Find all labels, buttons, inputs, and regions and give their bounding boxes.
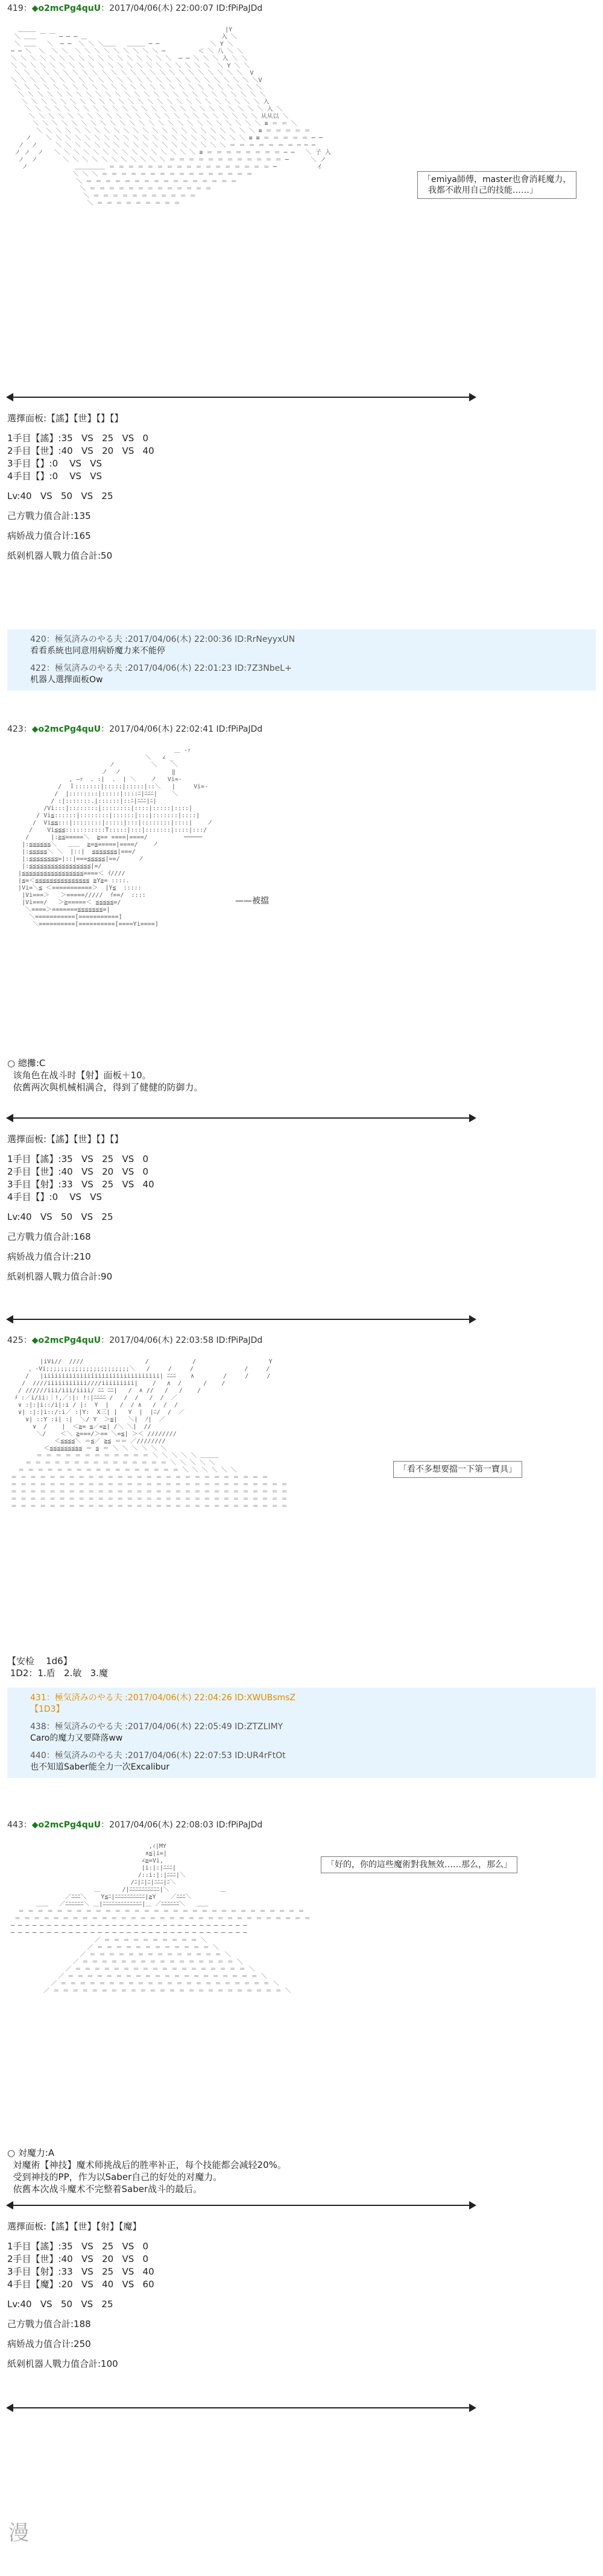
select-panel: 選擇面板:【謠】【世】【】【】 xyxy=(7,1134,124,1145)
extra-total: 紙剁机器人戰力值合計:100 xyxy=(7,2358,118,2369)
extra-total: 紙剁机器人戰力值合計:50 xyxy=(7,550,113,561)
our-total: 己方戰力值合計:168 xyxy=(7,1231,91,1242)
reply-item: 438：極気済みのやる夫 :2017/04/06(木) 22:05:49 ID:ZTZLIMY Caro的魔力又要降落ww xyxy=(30,1722,283,1743)
watermark-logo: 漫 xyxy=(8,2521,29,2545)
speech-bubble: 「看不多想要擋一下第一寶具」 xyxy=(393,1461,522,1478)
section-divider xyxy=(7,2205,475,2206)
post-425 xyxy=(7,1334,596,1653)
round-row: 4手目【】:0 VS VS xyxy=(7,471,103,482)
post-header: 425：◆o2mcPg4quU：2017/04/06(木) 22:03:58 ID:fPiPaJDd xyxy=(7,1336,263,1345)
skill-note: ○ 対魔力:A 対魔術【神技】魔术师挑战后的胜率补正，每个技能都会减轻20%。 受到神技的PP，作为以Saber自己的好处的对魔力。 依舊本次战斗魔术不完整着Saber战斗的最后。 xyxy=(7,2147,286,2194)
post-419 xyxy=(7,2,596,393)
enemy-total: 病娇战力值合计:250 xyxy=(7,2339,91,2349)
round-row: 4手目【】:0 VS VS xyxy=(7,1192,103,1202)
post-header: 423：◆o2mcPg4quU：2017/04/06(木) 22:02:41 ID:fPiPaJDd xyxy=(7,724,263,734)
round-row: 1手目【謠】:35 VS 25 VS 0 xyxy=(7,433,149,444)
round-row: 2手目【世】:40 VS 20 VS 0 xyxy=(7,1166,149,1177)
reply-item: 422：極気済みのやる夫 :2017/04/06(木) 22:01:23 ID:7Z3NbeL+ 机器人選擇面板Ow xyxy=(30,664,292,685)
round-row: 1手目【謠】:35 VS 25 VS 0 xyxy=(7,2241,149,2252)
post-443 xyxy=(7,1819,596,2143)
post-423 xyxy=(7,723,596,1054)
ascii-art: ＿＿＿ |Y ＼ ＿＿ ￣ ￣ ─ ─ ─ ＿ 入 ＼ ＼ ＿＿ ＼ ─ ─ ＼ ＼ ＼＿＿ ＿＿＿ ─ ─ ＼ Y ＼ ─ ─ ＼ ＼ ＼ ＼ ＼ ＼ ＼ ＼ ＼ ＼ ＼ ＼ ＼ ─ ＜ ＼ 八 ＼ ＼ ＼ ＼ ＼ ＼ ＼ ＼ ＼ ＼ ＼ ＼ ＼ ＼ ＼ ＼ ＼ ＼ ＼ ─ ─ ＼ ＼ ＼ 入 ＼ ＼ ＼ ＼ ＼ ＼ ＼ ＼ ＼ ＼ ＼ ＼ ＼ ＼ ＼ ＼ ＼ ＼ ＼ ＼ ＼ ＼ ＼ ＼ Y ＼ ＼ ＼ ＼ ＼ ＼ ＼ ＼ ＼ ＼ ＼ ＼ ＼ ＼ ＼ ＼ ＼ ＼ ＼ ＼ ＼ ＼ ＼ ＼ ＼ ＼ V ＼ ＼ ＼ ＼ ＼ ＼ ＼ ＼ ＼ ＼ ＼ ＼ ＼ ＼ ＼ ＼ ＼ ＼ ＼ ＼ ＼ ＼ ＼ ＼ ＼ ＼V ＼ ＼ ＼ ＼ ＼ ＼ ＼ ＼ ＼ ＼ ＼ ＼ ＼ ＼ ＼ ＼ ＼ ＼ ＼ ＼ ＼ ＼ ＼ ＼ ＼ ＼ ＼ ＼ ＼ ＼ ＼ ＼ ＼ ＼ ＼ ＼ ＼ ＼ ＼ ＼ ＼ ＼ ＼ ＼ ＼ ＼ ＼ ＼ ＼ ＼ ＼ ＼ ＼ ＼ ＼ ＼ ＼ ＼ ＼ ＼ ＼ ＼ ＼ ＼ ＼ ＼ ＼ ＼ ＼ ＼ ＼ ＼ ＼ ＼ ＼ ＼ ＼ 入 ＼ ＼ ＼ ＼ ＼ ＼ ＼ ＼ ＼ ＼ ＼ ＼ ＼ ＼ ＼ ＼ ＼ ＼ ＼ ＼ ＼ ＼ ＼ ＼ ＼ 入 ＼ ＼ ＼ ＼ ＼ ＼ ＼ ＼ ＼ ＼ ＼ ＼ ＼ ＼ ＼ ＼ ＼ ＼ ＼ ＼ ＼ ＼ ＼ ＼ ＼ 从从以 ＼ ＼ ＼ ＼ ＼ ＼ ＼ ＼ ＼ ＼ ＼ ＼ ＼ ＼ ＼ ＼ ＼ ＼ ＼ ＼ ＼ ＼ ＼ ＼ ＼ ≡ ＝ ＝ ＼ ＼ ＼ ＼ ＼ ＼ ＼ ＼ ＼ ＼ ＼ ＼ ＼ ＼ ＼ ＼ ＼ ＼ ＼ ＼ ＼ ＼ ＼ ＼ ≡ ＝ ＝ ＝ ＝ ＝ ノ ＼ ＼ ＼ ＼ ＼ ＼ ＼ ＼ ＼ ＼ ＼ ＼ ＼ ＼ ＼ ＼ ＼ ＼ ＼ ＼ ＼ ≡ ≡ ＝ ＝ ＝ ＝ ＝ ─ ─ ノ ノ ＼ ＼ ＼ ＼ ＼ ＼ ＼ ＼ ＼ ＼ ＼ ＼ ＼ ＼ ＼ ＼ ＼ ＼ ＝ ＝ ＝ ＝ ＝ ＝ ＝ ─ ─ ─ ノ ノ ノ ＼ ＼ ＼ ＼ ＼ ＼ ＼ ＼ ＼ ＼ ＼ ＼ ＼ ＼ ＼ ≡ ＝ ＝ ＝ ＝ ＝ ＝ ＝ ＝ ─ ─ ＼ 子 入 ノ ノ ＼ ＼ ＼ ＼ ＼ ＼ ＼ ＼ ＼ ＼ ＼ ＝ ＝ ＝ ＝ ＝ ＝ ＝ ＝ ＝ ＝ ＝ ＝ ─ ＼ ノ ノ ＿＿＿＿＿ ＝ ＝ ＝ ＝ ＝ ＝ ＝ ＝ ＝ ＝ ＝ ＝ ＝ ＝ ＝ ＝ ＝ ─ イ ＼ ＼ ＼ ＝ ＝ ＝ ＝ ＝ ＝ ＝ ＝ ＝ ＝ ＝ ＝ ＝ ＝ ＝ ＝ ＼ ＝ ＝ ＝ ＝ ＝ ＝ ＝ ＝ ＝ ＝ ＝ ＝ ＝ ＝ ＝ ＝ ＼ ＝ ＝ ＝ ＝ ＝ ＝ ＝ ＝ ＝ ＝ ＝ ＝ ＝ ＼ ＝ ＝ ＝ ＝ ＝ ＝ ＝ ＝ ＝ ＝ ＝ ＼ ＝ ＝ ＝ ＝ ＝ ＝ ＝ ＝ ＝ xyxy=(11,27,331,207)
round-row: 3手目【射】:33 VS 25 VS 40 xyxy=(7,1179,154,1190)
round-row: 2手目【世】:40 VS 20 VS 0 xyxy=(7,2254,149,2264)
our-total: 己方戰力值合計:188 xyxy=(7,2319,91,2329)
section-divider xyxy=(7,2407,475,2408)
level-row: Lv:40 VS 50 VS 25 xyxy=(7,491,113,501)
select-panel: 選擇面板:【謠】【世】【射】【魔】 xyxy=(7,2221,142,2232)
reply-block-1 xyxy=(7,629,596,691)
stats-block-2 xyxy=(7,1133,154,1283)
stats-block-1 xyxy=(7,412,154,562)
ascii-art: |iVi// //// / / Y ，-Vi;;;;;;;;;;;;;;;;;;;;;;;＼ / / / / / / |iiiiiiiiiiiiiiiiiiiiiiiiiiiiiiii| ﾆﾆﾆ ∧ / / / / ////iiiiiiiiiii////iiiiiiiii| / ∧ / / / / //////iii/iii/iiii/ ﾆﾆ ﾆﾆ| / ∧ // / / / ﾒ :／i/ii:｜!,／:|: !:|ﾆﾆﾆﾆ / / / / / ／ ∨ :|:|i::/i|:i / |: Y | / / ∧ / / / ∨| :|:|i::/:i／ :|Y: X三| | Y | |ﾆ/ / ／ ∨| ::Y :i| :| ＼/ Y ＞≦| ＼| ﾉ| ／ ∨ / | ＜≧= ≦／=≧| /＼ ＼| // ＼/ ＜＼ ≧===/＞== ＼=≦| ＞＜ //////// ＜≦≦≦≦＼ ＝≦／ ≧≦ ＝＝ ／//////// ＜≦≦≦≦≦≦≦≦≦ ＝ ≦ ＝ ＼ ＼ ＼ ＼ ＼ ＼ ＝ ＝ ＝ ＝ ＝ ＝ ＝ ＝ ＝ ＝ ＝ ＝ ＼ ＼ ＼ ＼ ＼ ＿＿＿ ＝ ＝ ＝ ＝ ＝ ＝ ＝ ＝ ＝ ＝ ＝ ＝ ＝ ＝ ＝ ＼ ＼ ＼ ＼ ＼ ＝ ＝ ＝ ＝ ＝ ＝ ＝ ＝ ＝ ＝ ＝ ＝ ＝ ＝ ＝ ＝ ＝ ＼ ＼ ＼ ＼ ＼ ＼ ＝ ＝ ＝ ＝ ＝ ＝ ＝ ＝ ＝ ＝ ＝ ＝ ＝ ＝ ＝ ＝ ＝ ＝ ＝ ＝ ＝ ＝ ＝ ＝ ＝ ＝ ＝ ＝ ＝ ＝ ＝ ＝ ＝ ＝ ＝ ＝ ＝ ＝ ＝ ＝ ＝ ＝ ＝ ＝ ＝ ＝ ＝ ＝ ＝ ＝ ＝ ＝ ＝ ＝ ＝ ＝ ＝ ＝ ＝ ＝ ＝ ＝ ＝ ＝ ＝ ＝ ＝ ＝ ＝ ＝ ＝ ＝ ＝ ＝ ＝ ＝ ＝ ＝ ＝ ＝ ＝ ＝ ＝ ＝ ＝ ＝ ＝ ＝ ＝ ＝ ＝ ＝ ＝ ＝ ＝ ＝ ＝ ＝ ＝ ＝ ＝ ＝ ＝ ＝ ＝ ＝ ＝ ＝ ＝ ＝ ＝ ＝ ＝ ＝ ＝ ＝ ＝ ＝ ＝ ＝ ＝ ＝ ＝ ＝ ＝ ＝ ＝ ＝ ＝ ＝ ＝ ＝ ＝ ＝ ＝ ＝ ＝ ＝ ＝ ＝ ＝ ＝ ＝ xyxy=(11,1359,288,1510)
level-row: Lv:40 VS 50 VS 25 xyxy=(7,1211,113,1222)
round-row: 3手目【射】:33 VS 25 VS 40 xyxy=(7,2266,154,2277)
post-header: 419：◆o2mcPg4quU：2017/04/06(木) 22:00:07 ID:fPiPaJDd xyxy=(7,4,263,13)
enemy-total: 病娇战力值合计:165 xyxy=(7,530,91,541)
round-row: 4手目【魔】:20 VS 40 VS 60 xyxy=(7,2279,154,2290)
round-row: 1手目【謠】:35 VS 25 VS 0 xyxy=(7,1154,149,1164)
skill-note: ○ 總攤:C 该角色在战斗时【射】面板＋10。 依舊两次與机械相满合，得到了健健的防御力。 xyxy=(7,1058,203,1093)
dice-note: 【安检 1d6】 1D2：1.盾 2.敏 3.魔 xyxy=(7,1656,108,1679)
reply-item: 431：極気済みのやる夫 :2017/04/06(木) 22:04:26 ID:XWUBsmsZ 【1D3】 xyxy=(30,1693,296,1714)
level-row: Lv:40 VS 50 VS 25 xyxy=(7,2299,113,2310)
section-divider xyxy=(7,397,475,398)
round-row: 2手目【世】:40 VS 20 VS 40 xyxy=(7,445,154,456)
round-row: 3手目【】:0 VS VS xyxy=(7,458,103,469)
section-divider xyxy=(7,1117,475,1119)
ascii-art: ,ｨ|MY ∧≦|i=| ∠≧=Vi, |i:|:|ﾆﾆﾆ| /::i:|:|ﾆﾆﾆ|＼ /ﾆ|ﾆ|ﾆ|ﾆﾆﾆ|ﾆ＼ ＿ /|ﾆﾆﾆﾆﾆﾆﾆﾆﾆﾆ|＼ ＿ ／ﾆﾆﾆ＼ Y≦ﾆ|ﾆﾆﾆﾆﾆﾆﾆﾆﾆﾆ|≧Y ／ﾆﾆﾆ＼ ＿＿ ／ﾆﾆﾆﾆﾆﾆ＼ ＿|ﾆﾆﾆﾆﾆﾆﾆﾆﾆﾆﾆﾆﾆ|＿ ／ﾆﾆﾆﾆﾆﾆ＼ ＿＿ ＝ ＝ ＝ ＝ ＝ ＝ ＝ ＝ ＝ ＝ ＝ ＝ ＝ ＝ ＝ ＝ ＝ ＝ ＝ ＝ ＝ ＝ ＝ ＝ ＝ ＝ ＝ ＝ ＝ ＝ ＝ ＝ ＝ ＝ ＝ ＝ ＝ ＝ ＝ ＝ ＝ ＝ ＝ ＝ ＝ ＝ ＝ ＝ ＝ ＝ ＝ ＝ ＝ ＝ ＝ ＝ ＝ ＝ ＝ ＝ ＝ ─ ─ ─ ─ ─ ─ ─ ─ ─ ─ ─ ─ ─ ─ ─ ─ ─ ─ ─ ─ ─ ─ ─ ─ ─ ─ ─ ─ ─ ─ ─ ─ ─ ─ ─ ─ ─ ─ ─ ─ ─ ─ ─ ─ ─ ─ ─ ─ ─ ─ ─ ─ ─ ─ ─ ─ ─ ─ ─ ─ ─ ─ ─ ─ ─ ─ ／ ＝ ＝ ＝ ＝ ＝ ＝ ＝ ＝ ＝ ＝ ＼ ／ ＝ ＝ ＝ ＝ ＝ ＝ ＝ ＝ ＝ ＝ ＝ ＝ ＼ ／ ＝ ＝ ＝ ＝ ＝ ＝ ＝ ＝ ＝ ＝ ＝ ＝ ＝ ＝ ＼ ／ ＝ ＝ ＝ ＝ ＝ ＝ ＝ ＝ ＝ ＝ ＝ ＝ ＝ ＝ ＝ ＝ ＼ ／ ＝ ＝ ＝ ＝ ＝ ＝ ＝ ＝ ＝ ＝ ＝ ＝ ＝ ＝ ＝ ＝ ＝ ＝ ＼ ／ ＝ ＝ ＝ ＝ ＝ ＝ ＝ ＝ ＝ ＝ ＝ ＝ ＝ ＝ ＝ ＝ ＝ ＝ ＝ ＝ ＼ ／ ＝ ＝ ＝ ＝ ＝ ＝ ＝ ＝ ＝ ＝ ＝ ＝ ＝ ＝ ＝ ＝ ＝ ＝ ＝ ＝ ＝ ＝ ＼ ／ ＝ ＝ ＝ ＝ ＝ ＝ ＝ ＝ ＝ ＝ ＝ ＝ ＝ ＝ ＝ ＝ ＝ ＝ ＝ ＝ ＝ ＝ ＝ ＝ ＼ xyxy=(11,1843,311,1994)
reply-item: 440：極気済みのやる夫 :2017/04/06(木) 22:07:53 ID:UR4rFtOt 也不知道Saber能全力一次Excalibur xyxy=(30,1751,286,1772)
post-header: 443：◆o2mcPg4quU：2017/04/06(木) 22:08:03 ID:fPiPaJDd xyxy=(7,1820,263,1830)
ascii-art: ＿ -ｧ ＼ ∠ _ ノ ＼ ＼ ノ ノ ‖ , ―ｧ . :| . | ＼ ノ Vi=‐ / ｌ:::::::|:::::|:::::|::＼ | Vi=‐ / |::::::::|:::::|::::ﾆ|ﾆﾆﾆ| ＼ / :|:::::::.|::::::|::ﾆ|ﾆﾆﾆ|ﾆ| /Vi:::|::::::::|::::::::|::::|:::::|::::| / Vi≦::::::|::::::::|::::::|:::|:::::::|::::| / Vi≦≦:::|::::::::|:::::|:::|::::::::|::::| ノ / Vi≦≦≦:::::::::::T:::::|:::|:::::::|::::|:::/ / |:≧≦=====＼ ≧== ====|====/ ───── |:≦≦≦≦≦≦＼ ＿＿ ≧=≦=====|====/ ノ |:≦≦≦≦≦＼ ＼ |::| ≦≦≦≦≦≦≦|===/ |:≦≦≦≦≦≦≦≦=|::|===≦≦≦≦≦|==/ ノ |:≦≦≦≦≦≦≦≦≦≦≦≦≦≦≦≦≦|=/ |≦≦≦≦≦≦≦≦≦≦≦≦≦≦≦≦≦====＜ ｲ//// |≦=＜≦≦≦≦≦≦≦≦≦≦≦≦≦≦≦ ≧Y≧= ::::. |Vi=＼≦ ＜===========＞ |Y≦ ::::: |Vi===＞ ＞=====///// ｲ==/ :::: |Vi===/ ＞≧=====＜ ≦≦≦≦≦=/ ＼====＞=======≦≦≦≦≦≦≦=| ＼===========[===========] ＼==========[==========[====Yi====] xyxy=(18,747,213,928)
section-divider xyxy=(7,1319,475,1320)
speech-bubble: ——被擋 xyxy=(235,896,269,906)
speech-bubble: 「emiya師傅，master也會消耗魔力， 我都不敢用自己的技能……」 xyxy=(417,171,576,199)
extra-total: 紙剁机器人戰力值合計:90 xyxy=(7,1271,113,1282)
reply-item: 420：極気済みのやる夫 :2017/04/06(木) 22:00:36 ID:RrNeyyxUN 看看系統也同意用病娇魔力来不能停 xyxy=(30,635,295,656)
speech-bubble: 「好的，你的這些魔術對我無效……那么，那么」 xyxy=(321,1856,517,1873)
stats-block-3 xyxy=(7,2220,154,2370)
select-panel: 選擇面板:【謠】【世】【】【】 xyxy=(7,413,124,424)
enemy-total: 病娇战力值合计:210 xyxy=(7,1251,91,1262)
reply-block-2 xyxy=(7,1688,596,1778)
our-total: 己方戰力值合計:135 xyxy=(7,510,91,521)
